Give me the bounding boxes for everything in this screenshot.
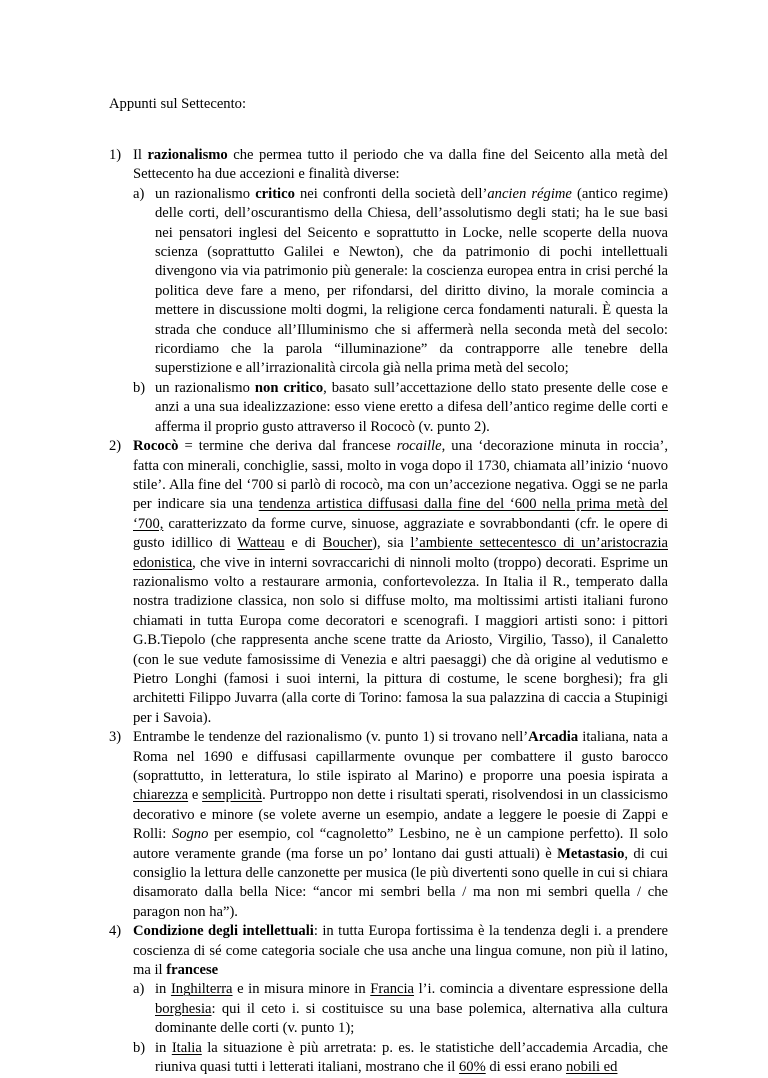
term-condizione-intellettuali: Condizione degli intellettuali bbox=[133, 923, 314, 940]
sub-item-4b bbox=[133, 1039, 668, 1078]
term-rocaille: rocaille bbox=[396, 438, 442, 455]
document-title: Appunti sul Settecento: bbox=[109, 96, 247, 112]
underlined-francia: Francia bbox=[370, 981, 415, 998]
list-item-3 bbox=[109, 728, 668, 922]
item-number: 2) bbox=[109, 438, 122, 455]
list-item-1 bbox=[109, 146, 668, 437]
sub-item-letter: b) bbox=[133, 379, 146, 396]
term-non-critico: non critico bbox=[254, 379, 324, 396]
term-arcadia: Arcadia bbox=[528, 729, 579, 746]
sub-item-letter: b) bbox=[133, 1039, 146, 1056]
term-critico: critico bbox=[255, 185, 295, 202]
term-ancien-regime: ancien régime bbox=[487, 185, 572, 202]
item-number: 1) bbox=[109, 147, 122, 163]
sub-item-paragraph: un razionalismo non critico, basato sull’accettazione dello stato presente delle cose e anzi a una sua idealizzazione: esso viene eretto a difesa dell’antico regime delle corti e afferma il proprio gusto attraverso il Rococò (v. punto 2). bbox=[155, 379, 668, 435]
sub-item-1b bbox=[133, 379, 668, 437]
underlined-percent: 60% bbox=[458, 1059, 486, 1076]
item-paragraph: Rococò = termine che deriva dal francese rocaille, una ‘decorazione minuta in roccia’, fatta con minerali, conchiglie, sassi, molto in voga dopo il 1730, chiamata all’inizio ‘nuovo stile’. Alla fine del ‘700 si parlò di rococò, ma con un’accezione negativa. Oggi se ne parla per indicare sia una tendenza artistica diffusasi dalla fine del ‘600 nella prima metà del ‘700, caratterizzato da forme curve, sinuose, aggraziate e sovrabbondanti (cfr. le opere di gusto idillico di Watteau e di Boucher), sia l’ambiente settecentesco di un’aristocrazia edonistica, che vive in interni sovraccarichi di ninnoli molto (troppo) decorati. Esprime un razionalismo volto a restaurare armonia, confortevolezza. In Italia il R., temperato dalla nostra tradizione classica, non solo si diffuse molto, ma moltissimi artisti italiani furono chiamati in tutta Europa come decoratori e scenografi. I maggiori artisti sono: i pittori G.B.Tiepolo (che rappresenta anche scene tratte da Ariosto, Virgilio, Tasso), il Canaletto (con le sue vedute famosissime di Venezia e altri paesaggi) che dà origine al vedutismo e Pietro Longhi (famosi i suoi interni, la pittura di costume, le scene borghesi); fra gli architetti Filippo Juvarra (alla corte di Torino: famosa la sua palazzina di caccia a Stupinigi per i Savoia). bbox=[133, 438, 668, 726]
sub-item-paragraph: un razionalismo critico nei confronti della società dell’ancien régime (antico regime) delle corti, dell’oscurantismo della Chiesa, dell’assolutismo degli stati; ha le sue basi nei pensatori inglesi del Seicento e soprattutto in Locke, nelle scoperte della nuova scienza (soprattutto Galilei e Newton), che da patrimonio di pochi intellettuali divengono via via patrimonio più generale: la coscienza europea entra in crisi perché la politica deve fare a meno, per rifondarsi, del diritto divino, la morale comincia a mettere in discussione molti dogmi, la religione cerca fondamenti naturali. È questa la strada che conduce all’Illuminismo che si affermerà nella seconda metà del secolo: ricordiamo che la parola “illuminazione” da contrapporre alle tenebre della superstizione e all’irrazionalità circola già nella prima metà del secolo; bbox=[155, 185, 668, 377]
term-francese: francese bbox=[166, 962, 219, 979]
term-rococo: Rococò bbox=[133, 438, 179, 455]
term-razionalismo: razionalismo bbox=[147, 147, 228, 163]
sub-item-paragraph: in Italia la situazione è più arretrata: p. es. le statistiche dell’accademia Arcadia, che riuniva quasi tutti i letterati italiani, mostrano che il 60% di essi erano nobili ed bbox=[155, 1039, 668, 1076]
term-metastasio: Metastasio bbox=[557, 845, 625, 862]
item-paragraph: Entrambe le tendenze del razionalismo (v. punto 1) si trovano nell’Arcadia italiana, nata a Roma nel 1690 e diffusasi capillarmente ovunque per combattere il gusto barocco (soprattutto, in letteratura, lo stile ispirato al Marino) e proporre una poesia ispirata a chiarezza e semplicità. Purtroppo non dette i risultati sperati, risolvendosi in un classicismo decorativo e minore (se volete averne un esempio, andate a leggere le poesie di Zappi e Rolli: Sogno per esempio, col “cagnoletto” Lesbino, ne è un campione perfetto). Il solo autore veramente grande (ma forse un po’ lontano dai gusti attuali) è Metastasio, di cui consiglio la lettura delle canzonette per musica (le più divertenti sono quelle in cui si chiara disamorato dalla bella Nice: “ancor mi sembri bella / ma non mi sembri quella / che paragon non ha”). bbox=[133, 729, 668, 920]
underlined-semplicita: semplicità bbox=[202, 787, 263, 804]
sub-item-paragraph: in Inghilterra e in misura minore in Francia l’i. comincia a diventare espressione della borghesia: qui il ceto i. si costituisce su una base polemica, alternativa alla cultura dominante delle corti (v. punto 1); bbox=[155, 981, 668, 1037]
underlined-inghilterra: Inghilterra bbox=[170, 981, 233, 998]
underlined-chiarezza: chiarezza bbox=[133, 787, 189, 804]
underlined-phrase: l’ambiente settecentesco di un’aristocrazia edonistica bbox=[133, 535, 668, 571]
term-sogno: Sogno bbox=[171, 826, 209, 843]
item-paragraph: Condizione degli intellettuali: in tutta Europa fortissima è la tendenza degli i. a prendere coscienza di sé come categoria sociale che usa anche una lingua comune, non più il latino, ma il francese bbox=[133, 923, 668, 979]
underlined-italia: Italia bbox=[171, 1039, 202, 1056]
list-item-4 bbox=[109, 922, 668, 1077]
underlined-nobili: nobili ed bbox=[565, 1059, 618, 1076]
list-item-2 bbox=[109, 437, 668, 728]
item-number: 4) bbox=[109, 923, 122, 940]
item-paragraph: Il razionalismo che permea tutto il periodo che va dalla fine del Seicento alla metà del Settecento ha due accezioni e finalità diverse: bbox=[133, 147, 668, 183]
underlined-watteau: Watteau bbox=[237, 535, 285, 552]
sub-item-letter: a) bbox=[133, 185, 145, 202]
sub-item-letter: a) bbox=[133, 981, 145, 998]
underlined-borghesia: borghesia bbox=[155, 1000, 212, 1017]
underlined-phrase: tendenza artistica diffusasi dalla fine del ‘600 nella prima metà del ‘700, bbox=[133, 496, 668, 532]
sub-item-1a bbox=[133, 185, 668, 379]
notes-list bbox=[109, 146, 668, 1078]
item-number: 3) bbox=[109, 729, 122, 746]
underlined-boucher: Boucher bbox=[322, 535, 373, 552]
sub-item-4a bbox=[133, 980, 668, 1038]
